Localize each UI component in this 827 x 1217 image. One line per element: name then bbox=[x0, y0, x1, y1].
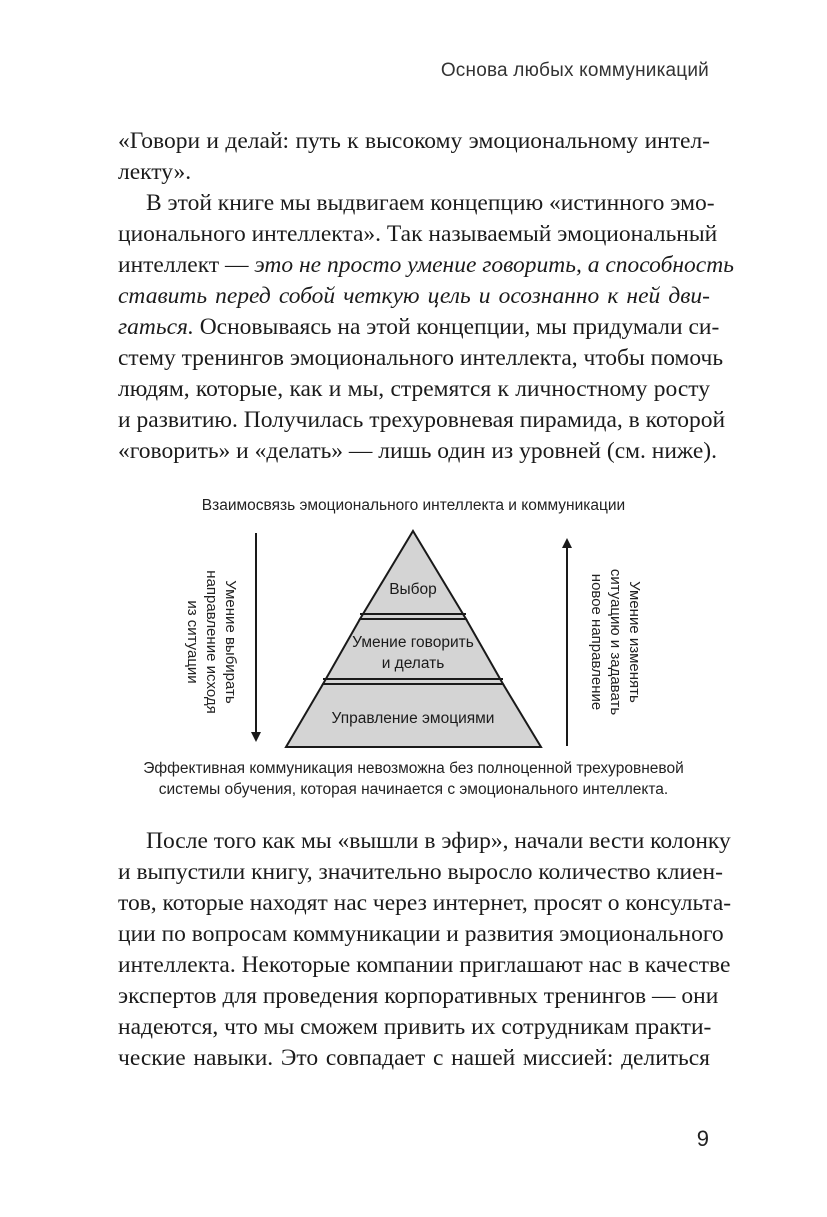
text-line: тов, которые находят нас через интернет, просят о консульта- bbox=[118, 890, 732, 916]
right-side-label-line: Умение изменять bbox=[626, 581, 644, 703]
text-line: ции по вопросам коммуникации и развития эмоционального bbox=[118, 921, 724, 947]
tier-bottom-label: Управление эмоциями bbox=[331, 710, 495, 727]
right-side-label-line: ситуацию и задавать bbox=[607, 568, 625, 716]
caption-line: Эффективная коммуникация невозможна без полноценной трехуровневой bbox=[143, 760, 684, 777]
left-side-label-line: направление исходя bbox=[203, 570, 221, 714]
paragraph-2 bbox=[118, 826, 732, 1074]
text-line: и выпустили книгу, значительно выросло количество клиен- bbox=[118, 859, 723, 885]
running-head: Основа любых коммуникаций bbox=[440, 60, 709, 81]
tier-middle-label-line: и делать bbox=[381, 655, 445, 672]
tier-middle-label-line: Умение говорить bbox=[352, 634, 474, 651]
text-line: надеются, что мы сможем привить их сотрудникам практи- bbox=[118, 1014, 712, 1040]
tier-middle-label bbox=[323, 632, 503, 674]
text-line: лекту». bbox=[118, 159, 192, 185]
text-line: и развитию. Получилась трехуровневая пирамида, в которой bbox=[118, 407, 726, 433]
right-side-label bbox=[586, 542, 646, 742]
tier-top-label: Выбор bbox=[389, 581, 437, 598]
text-run: Основываясь на этой концепции, мы придумали си- bbox=[193, 314, 720, 340]
text-line: «говорить» и «делать» — лишь один из уровней (см. ниже). bbox=[118, 438, 717, 464]
text-line: ческие навыки. Это совпадает с нашей миссией: делиться bbox=[118, 1045, 710, 1071]
text-line: После того как мы «вышли в эфир», начали вести колонку bbox=[146, 828, 731, 854]
italic-run: ставить перед собой четкую цель и осознанно к ней дви- bbox=[118, 283, 710, 309]
tier-top-shape bbox=[360, 531, 466, 619]
right-side-label-line: новое направление bbox=[588, 573, 606, 711]
figure-caption bbox=[0, 758, 827, 800]
text-line: ционального интеллекта». Так называемый эмоциональный bbox=[118, 221, 718, 247]
caption-line: системы обучения, которая начинается с эмоционального интеллекта. bbox=[158, 781, 669, 798]
left-side-label bbox=[182, 542, 242, 742]
text-line: «Говори и делай: путь к высокому эмоциональному интел- bbox=[118, 128, 710, 154]
text-line: В этой книге мы выдвигаем концепцию «истинного эмо- bbox=[146, 190, 715, 216]
text-line: экспертов для проведения корпоративных тренингов — они bbox=[118, 983, 719, 1009]
text-line: людям, которые, как и мы, стремятся к личностному росту bbox=[118, 376, 710, 402]
text-line: стему тренингов эмоционального интеллекта, чтобы помочь bbox=[118, 345, 724, 371]
page-number: 9 bbox=[696, 1126, 709, 1151]
italic-run: это не просто умение говорить, а способность bbox=[254, 252, 734, 278]
text-line: интеллекта. Некоторые компании приглашают нас в качестве bbox=[118, 952, 731, 978]
text-run: интеллект — bbox=[118, 252, 255, 278]
left-side-label-line: из ситуации bbox=[184, 600, 202, 684]
left-side-label-line: Умение выбирать bbox=[222, 580, 240, 704]
italic-run: гаться. bbox=[118, 314, 194, 340]
figure-title: Взаимосвязь эмоционального интеллекта и коммуникации bbox=[201, 497, 626, 514]
